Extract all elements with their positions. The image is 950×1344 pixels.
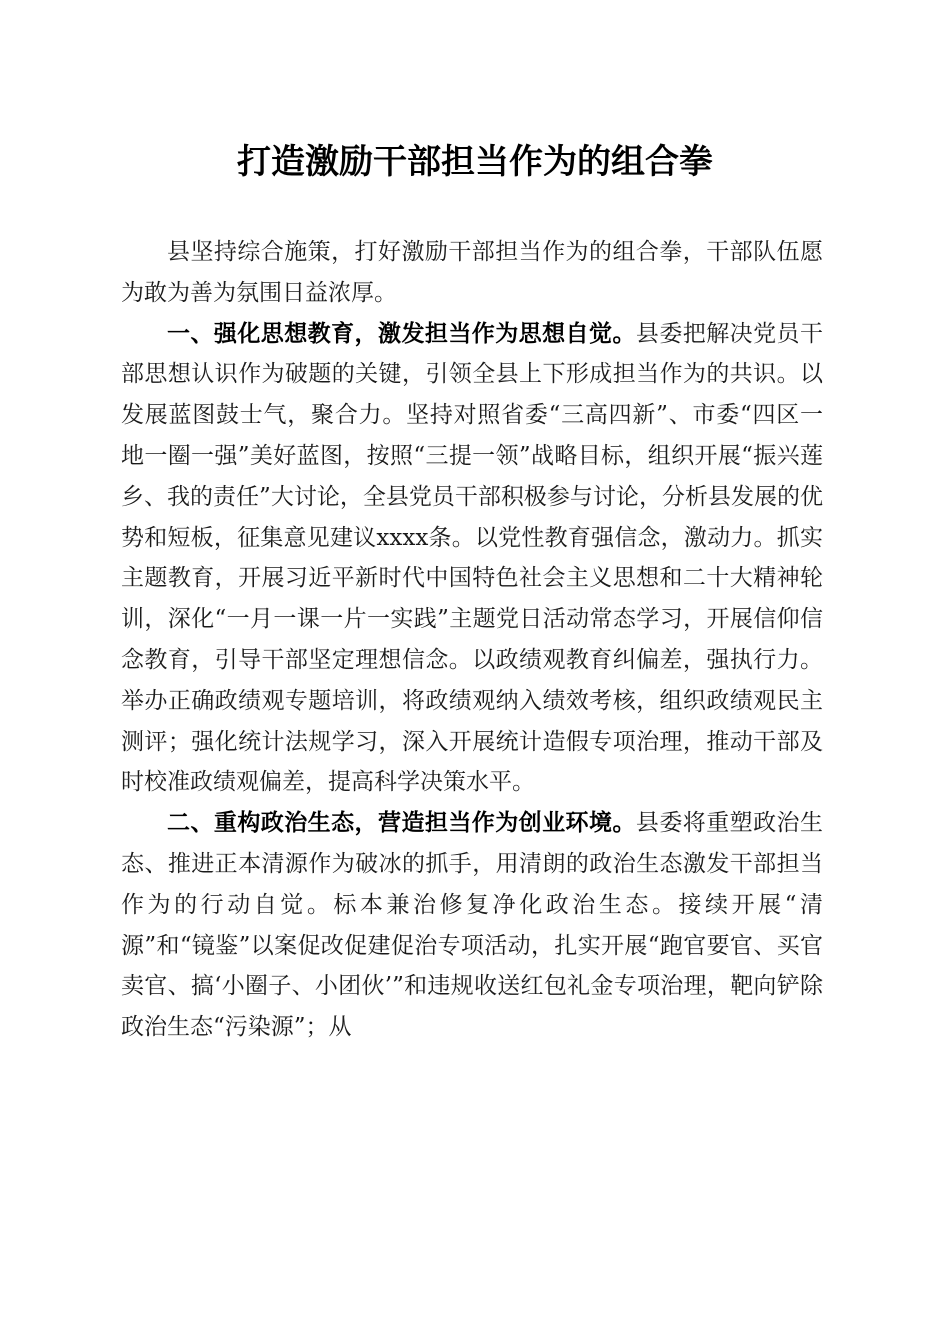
document-title: 打造激励干部担当作为的组合拳 <box>237 142 713 182</box>
section-1-heading: 一、强化思想教育，激发担当作为思想自觉。 <box>167 319 636 347</box>
section-1-paragraph <box>121 314 823 804</box>
section-2-text: 县委将重塑政治生态、推进正本清源作为破冰的抓手，用清朗的政治生态激发干部担当作为的行动自觉。标本兼治修复净化政治生态。接续开展“清源”和“镜鉴”以案促改促建促治专项活动，扎实开展“跑官要官、买官卖官、搞‘小圈子、小团伙’”和违规收送红包礼金专项治理，靶向铲除政治生态“污染源”；从 <box>121 810 824 1041</box>
section-1-text: 县委把解决党员干部思想认识作为破题的关键，引领全县上下形成担当作为的共识。以发展蓝图鼓士气，聚合力。坚持对照省委“三高四新”、市委“四区一地一圈一强”美好蓝图，按照“三提一领”战略目标，组织开展“振兴莲乡、我的责任”大讨论，全县党员干部积极参与讨论，分析县发展的优势和短板，征集意见建议xxxx条。以党性教育强信念，激动力。抓实主题教育，开展习近平新时代中国特色社会主义思想和二十大精神轮训，深化“一月一课一片一实践”主题党日活动常态学习，开展信仰信念教育，引导干部坚定理想信念。以政绩观教育纠偏差，强执行力。举办正确政绩观专题培训，将政绩观纳入绩效考核，组织政绩观民主测评；强化统计法规学习，深入开展统计造假专项治理，推动干部及时校准政绩观偏差，提高科学决策水平。 <box>121 320 824 796</box>
document-body <box>121 232 823 1048</box>
intro-paragraph: 县坚持综合施策，打好激励干部担当作为的组合拳，干部队伍愿为敢为善为氛围日益浓厚。 <box>121 239 823 306</box>
section-2-heading: 二、重构政治生态，营造担当作为创业环境。 <box>167 809 636 837</box>
section-2-paragraph <box>121 803 823 1048</box>
